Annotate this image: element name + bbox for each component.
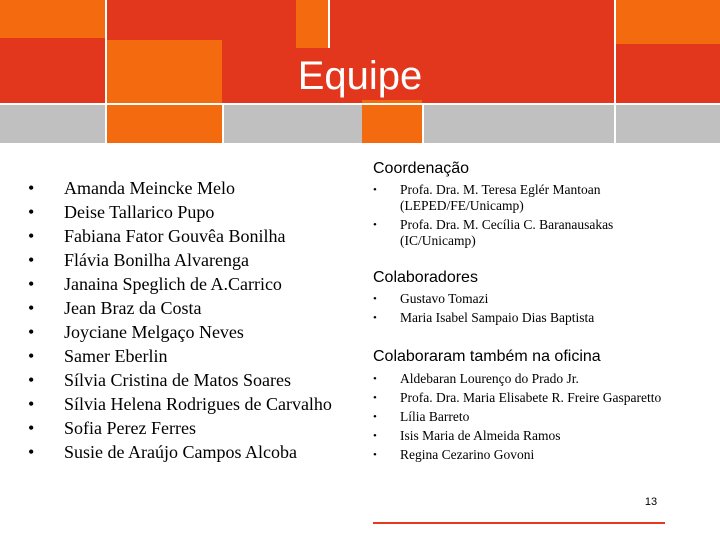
oficina-list [373, 371, 673, 466]
banner-orange-block-3 [296, 0, 328, 48]
bullet-icon: • [373, 392, 377, 404]
list-item [28, 176, 348, 200]
list-item [373, 217, 673, 249]
coordenacao-list [373, 182, 673, 252]
list-item [373, 428, 673, 444]
banner-gap-4 [422, 105, 424, 143]
bullet-icon: • [373, 312, 377, 324]
list-item [373, 447, 673, 463]
team-member-name: Janaina Speglich de A.Carrico [64, 274, 282, 294]
bullet-icon: • [28, 418, 35, 438]
bullet-icon: • [28, 226, 35, 246]
list-item [373, 182, 673, 214]
list-item [28, 344, 348, 368]
workshop-participant-name: Profa. Dra. Maria Elisabete R. Freire Gasparetto [400, 390, 662, 405]
oficina-heading: Colaboraram também na oficina [373, 348, 601, 365]
bullet-icon: • [373, 373, 377, 385]
team-member-name: Samer Eberlin [64, 346, 168, 366]
banner-orange-block-1 [0, 0, 105, 38]
bullet-icon: • [373, 184, 377, 196]
colaboradores-list [373, 291, 673, 329]
list-item [28, 224, 348, 248]
banner-gap-3 [328, 0, 330, 48]
workshop-participant-name: Isis Maria de Almeida Ramos [400, 428, 561, 443]
collaborator-name: Maria Isabel Sampaio Dias Baptista [400, 310, 595, 325]
team-member-name: Sofia Perez Ferres [64, 418, 196, 438]
bullet-icon: • [373, 293, 377, 305]
list-item [28, 320, 348, 344]
list-item [373, 310, 673, 326]
bullet-icon: • [28, 322, 35, 342]
bullet-icon: • [28, 394, 35, 414]
page-number: 13 [644, 496, 658, 508]
bullet-icon: • [28, 202, 35, 222]
list-item [28, 368, 348, 392]
bullet-icon: • [373, 449, 377, 461]
list-item [28, 296, 348, 320]
workshop-participant-name: Lília Barreto [400, 409, 470, 424]
team-member-name: Flávia Bonilha Alvarenga [64, 250, 249, 270]
coordinator-name: Profa. Dra. M. Cecília C. Baranausakas (IC/Unicamp) [400, 217, 614, 248]
bullet-icon: • [28, 250, 35, 270]
banner-gap-2 [222, 105, 224, 143]
banner-orange-block-4 [362, 100, 422, 143]
bullet-icon: • [28, 274, 35, 294]
bullet-icon: • [28, 298, 35, 318]
coordenacao-heading: Coordenação [373, 160, 470, 177]
team-member-name: Amanda Meincke Melo [64, 178, 235, 198]
team-member-name: Deise Tallarico Pupo [64, 202, 215, 222]
coordinator-name: Profa. Dra. M. Teresa Eglér Mantoan (LEPED/FE/Unicamp) [400, 182, 601, 213]
list-item [28, 392, 348, 416]
bullet-icon: • [28, 178, 35, 198]
list-item [373, 291, 673, 307]
banner-gap-6 [0, 103, 720, 105]
bullet-icon: • [373, 411, 377, 423]
team-member-name: Jean Braz da Costa [64, 298, 202, 318]
bullet-icon: • [28, 346, 35, 366]
workshop-participant-name: Regina Cezarino Govoni [400, 447, 535, 462]
list-item [28, 416, 348, 440]
list-item [28, 248, 348, 272]
list-item [28, 440, 348, 464]
bullet-icon: • [373, 430, 377, 442]
bullet-icon: • [28, 442, 35, 462]
banner-orange-block-5 [616, 0, 720, 44]
team-member-name: Joyciane Melgaço Neves [64, 322, 244, 342]
colaboradores-heading: Colaboradores [373, 269, 478, 286]
team-list [28, 176, 348, 464]
list-item [28, 200, 348, 224]
list-item [373, 371, 673, 387]
bullet-icon: • [28, 370, 35, 390]
collaborator-name: Gustavo Tomazi [400, 291, 489, 306]
slide-title: Equipe [297, 54, 423, 98]
list-item [28, 272, 348, 296]
team-member-name: Sílvia Cristina de Matos Soares [64, 370, 291, 390]
team-member-name: Fabiana Fator Gouvêa Bonilha [64, 226, 286, 246]
workshop-participant-name: Aldebaran Lourenço do Prado Jr. [400, 371, 579, 386]
team-member-name: Sílvia Helena Rodrigues de Carvalho [64, 394, 332, 414]
footer-accent-line [373, 522, 665, 524]
bullet-icon: • [373, 219, 377, 231]
list-item [373, 390, 673, 406]
list-item [373, 409, 673, 425]
team-member-name: Susie de Araújo Campos Alcoba [64, 442, 297, 462]
